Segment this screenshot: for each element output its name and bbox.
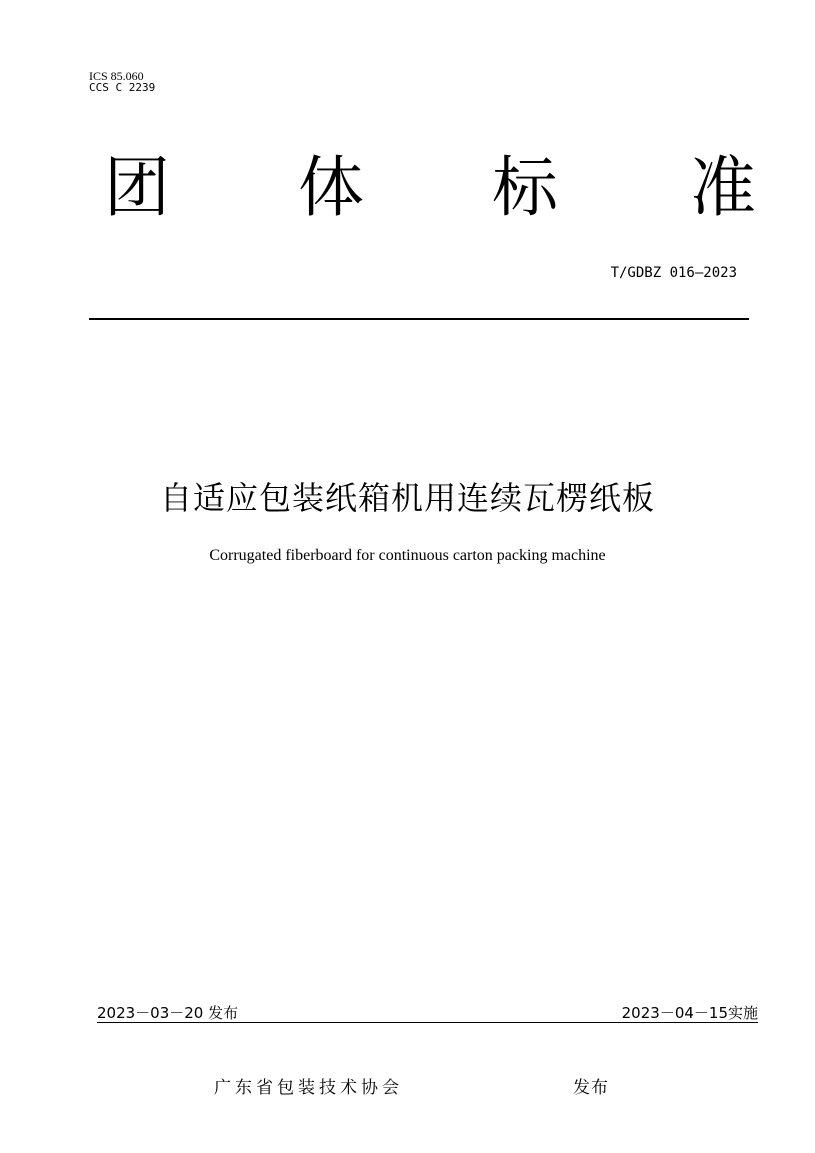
category-title-char-1: 团 xyxy=(104,149,170,226)
header-divider xyxy=(89,318,749,320)
document-title-zh: 自适应包装纸箱机用连续瓦楞纸板 xyxy=(159,479,655,517)
publish-label: 发布 xyxy=(573,1078,609,1098)
standard-code: T/GDBZ 016—2023 xyxy=(610,265,737,281)
ccs-code: CCS C 2239 xyxy=(89,81,156,94)
document-title-en: Corrugated fiberboard for continuous carton packing machine xyxy=(209,547,606,564)
release-date: 2023－03－20 发布 xyxy=(97,1004,239,1022)
category-title-char-3: 标 xyxy=(492,149,558,226)
implement-date: 2023－04－15实施 xyxy=(621,1004,758,1022)
category-title-char-2: 体 xyxy=(298,149,364,226)
ics-code: ICS 85.060 xyxy=(89,69,144,83)
footer-divider xyxy=(97,1022,758,1023)
category-title-char-4: 准 xyxy=(690,149,756,226)
publisher-name: 广东省包装技术协会 xyxy=(214,1078,403,1098)
